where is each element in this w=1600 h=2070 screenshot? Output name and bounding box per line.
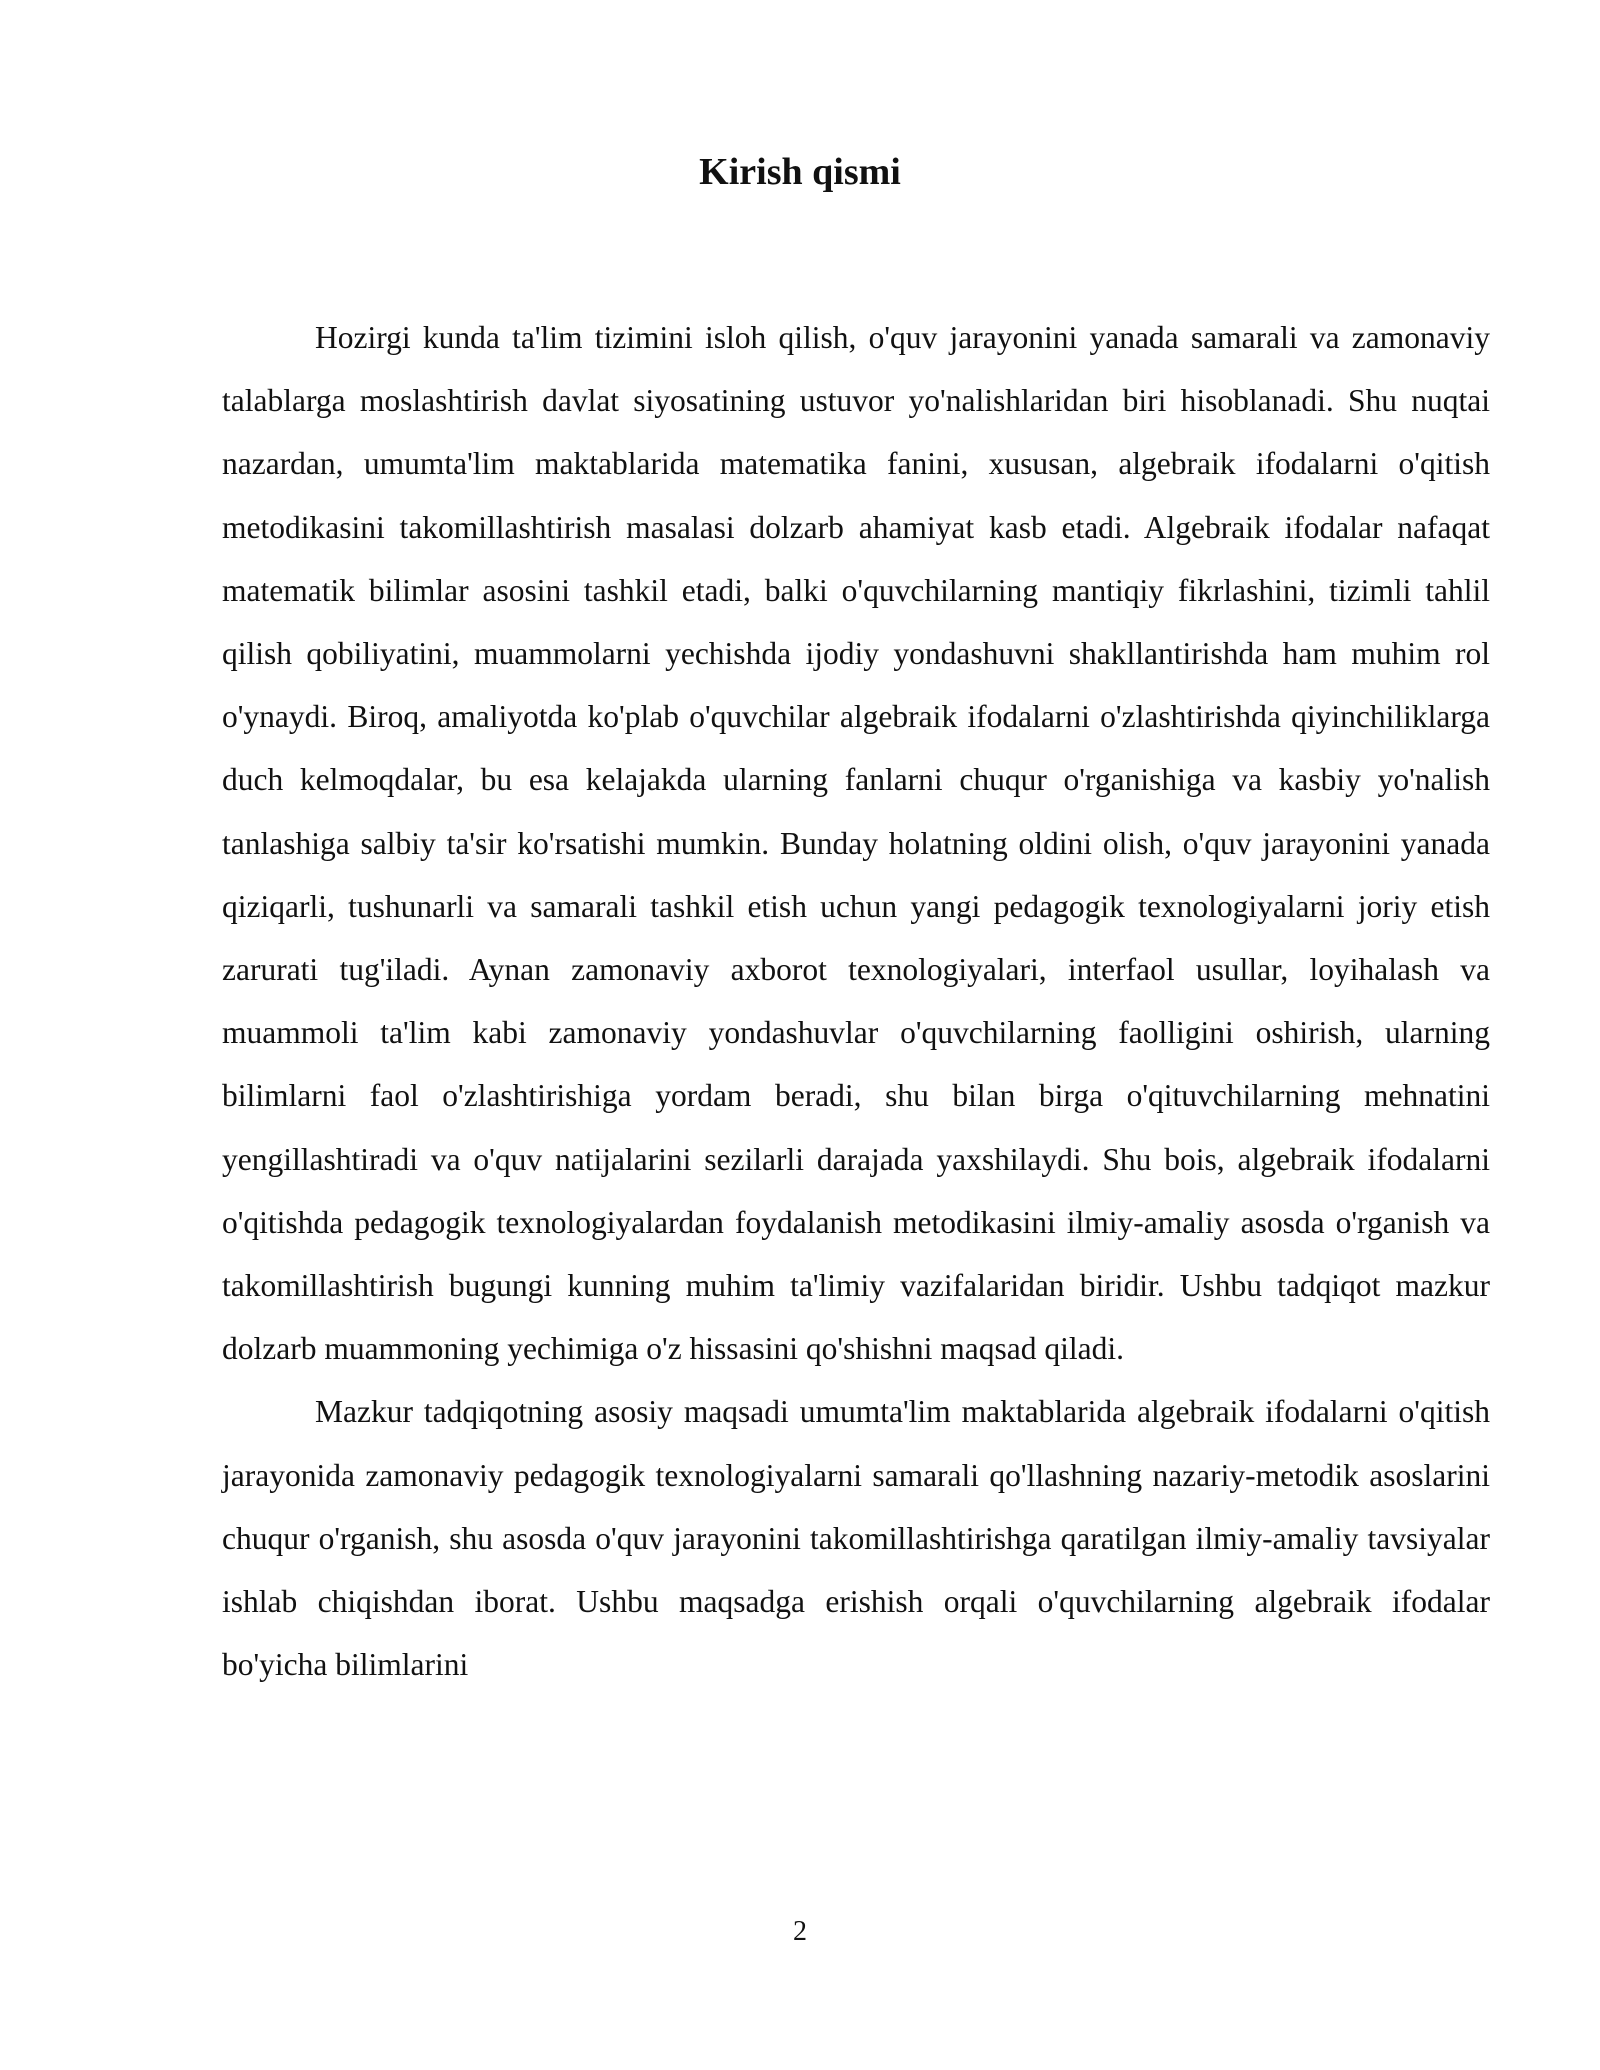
body-text xyxy=(222,306,1490,1696)
page-title: Kirish qismi xyxy=(699,151,901,193)
paragraph-1: Hozirgi kunda ta'lim tizimini isloh qilish, o'quv jarayonini yanada samarali va zamonaviy talablarga moslashtirish davlat siyosatining ustuvor yo'nalishlaridan biri hisoblanadi. Shu nuqtai nazardan, umumta'lim maktablarida matematika fanini, xususan, algebraik ifodalarni o'qitish metodikasini takomillashtirish masalasi dolzarb ahamiyat kasb etadi. Algebraik ifodalar nafaqat matematik bilimlar asosini tashkil etadi, balki o'quvchilarning mantiqiy fikrlashini, tizimli tahlil qilish qobiliyatini, muammolarni yechishda ijodiy yondashuvni shakllantirishda ham muhim rol o'ynaydi. Biroq, amaliyotda ko'plab o'quvchilar algebraik ifodalarni o'zlashtirishda qiyinchiliklarga duch kelmoqdalar, bu esa kelajakda ularning fanlarni chuqur o'rganishiga va kasbiy yo'nalish tanlashiga salbiy ta'sir ko'rsatishi mumkin. Bunday holatning oldini olish, o'quv jarayonini yanada qiziqarli, tushunarli va samarali tashkil etish uchun yangi pedagogik texnologiyalarni joriy etish zarurati tug'iladi. Aynan zamonaviy axborot texnologiyalari, interfaol usullar, loyihalash va muammoli ta'lim kabi zamonaviy yondashuvlar o'quvchilarning faolligini oshirish, ularning bilimlarni faol o'zlashtirishiga yordam beradi, shu bilan birga o'qituvchilarning mehnatini yengillashtiradi va o'quv natijalarini sezilarli darajada yaxshilaydi. Shu bois, algebraik ifodalarni o'qitishda pedagogik texnologiyalardan foydalanish metodikasini ilmiy-amaliy asosda o'rganish va takomillashtirish bugungi kunning muhim ta'limiy vazifalaridan biridir. Ushbu tadqiqot mazkur dolzarb muammoning yechimiga o'z hissasini qo'shishni maqsad qiladi. xyxy=(222,320,1490,1367)
paragraph-2: Mazkur tadqiqotning asosiy maqsadi umumta'lim maktablarida algebraik ifodalarni o'qitish jarayonida zamonaviy pedagogik texnologiyalarni samarali qo'llashning nazariy-metodik asoslarini chuqur o'rganish, shu asosda o'quv jarayonini takomillashtirishga qaratilgan ilmiy-amaliy tavsiyalar ishlab chiqishdan iborat. Ushbu maqsadga erishish orqali o'quvchilarning algebraik ifodalar bo'yicha bilimlarini xyxy=(222,1394,1490,1683)
page-number: 2 xyxy=(793,1916,807,1947)
